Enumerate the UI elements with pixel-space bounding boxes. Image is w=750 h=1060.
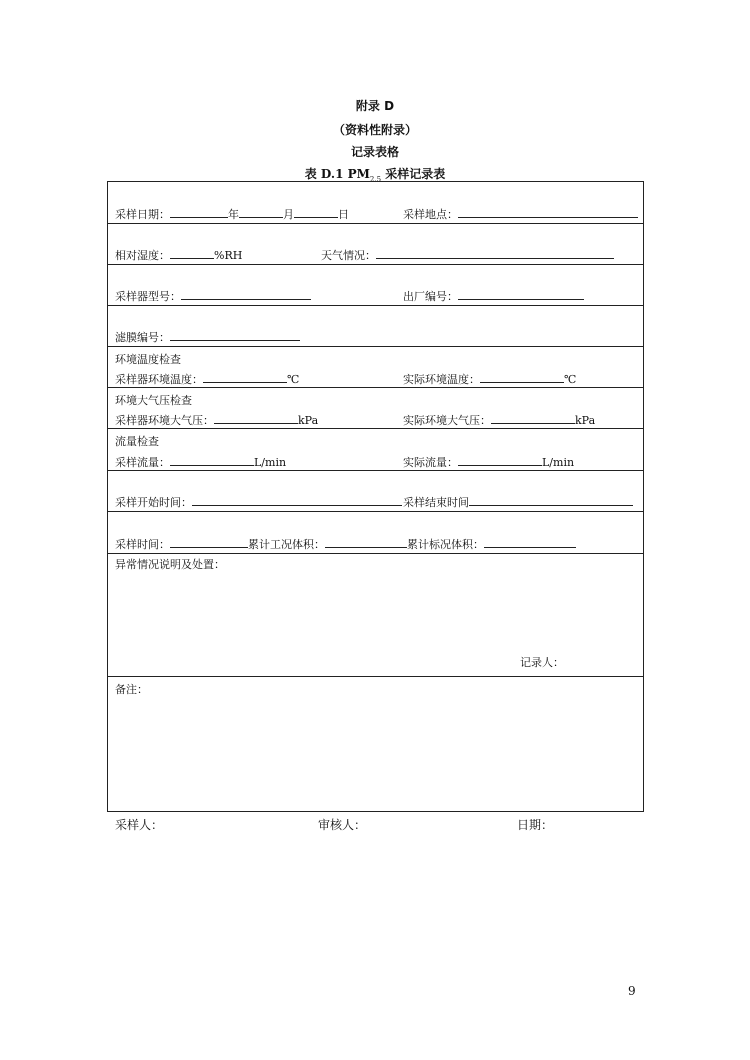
sampling-location-label: 采样地点： — [403, 208, 458, 221]
sampling-duration-blank[interactable] — [170, 537, 248, 548]
filter-blank[interactable] — [170, 330, 300, 341]
row-temperature-check — [108, 346, 643, 388]
section-title: 记录表格 — [350, 145, 399, 159]
serial-blank[interactable] — [458, 289, 584, 300]
sampler-temp-unit: ℃ — [287, 373, 300, 386]
sampling-record-table — [107, 181, 644, 812]
sampling-date-field[interactable] — [115, 207, 349, 221]
day-label: 日 — [338, 208, 349, 221]
sampling-date-label: 采样日期： — [115, 208, 170, 221]
page-number: 9 — [628, 984, 636, 998]
sampling-flow-unit: L/min — [254, 456, 287, 469]
sampling-duration-label: 采样时间： — [115, 538, 170, 551]
pressure-check-title: 环境大气压检查 — [115, 394, 192, 407]
sampler-model-label: 采样器型号： — [115, 290, 181, 303]
serial-label: 出厂编号： — [403, 290, 458, 303]
actual-temp-unit: ℃ — [564, 373, 577, 386]
sampling-location-blank[interactable] — [458, 207, 638, 218]
end-time-blank[interactable] — [469, 495, 633, 506]
sampler-temp-field[interactable] — [115, 372, 299, 386]
weather-label: 天气情况： — [321, 249, 376, 262]
working-volume-label: 累计工况体积： — [248, 538, 325, 551]
start-time-blank[interactable] — [192, 495, 402, 506]
abnormal-label: 异常情况说明及处置： — [115, 558, 225, 571]
humidity-blank[interactable] — [170, 248, 214, 259]
weather-field[interactable] — [321, 248, 614, 262]
sampler-pressure-field[interactable] — [115, 413, 318, 427]
sampling-flow-label: 采样流量： — [115, 456, 170, 469]
appendix-nature: （资料性附录） — [332, 123, 417, 137]
standard-volume-blank[interactable] — [484, 537, 576, 548]
table-title-prefix: 表 D.1 PM — [304, 167, 370, 181]
end-time-field[interactable] — [403, 495, 633, 509]
actual-temp-field[interactable] — [403, 372, 576, 386]
actual-pressure-blank[interactable] — [491, 413, 575, 424]
actual-temp-blank[interactable] — [480, 372, 564, 383]
actual-pressure-label: 实际环境大气压： — [403, 414, 491, 427]
table-title-suffix: 采样记录表 — [381, 167, 446, 181]
sampler-model-blank[interactable] — [181, 289, 311, 300]
sampler-temp-label: 采样器环境温度： — [115, 373, 203, 386]
actual-temp-label: 实际环境温度： — [403, 373, 480, 386]
actual-flow-field[interactable] — [403, 455, 574, 469]
row-sampler-model — [108, 264, 643, 306]
day-blank[interactable] — [294, 207, 338, 218]
month-blank[interactable] — [239, 207, 283, 218]
row-humidity-weather — [108, 223, 643, 265]
filter-label: 滤膜编号： — [115, 331, 170, 344]
end-time-label: 采样结束时间 — [403, 496, 469, 509]
sampler-model-field[interactable] — [115, 289, 311, 303]
sampler-pressure-label: 采样器环境大气压： — [115, 414, 214, 427]
temp-check-title: 环境温度检查 — [115, 353, 181, 366]
actual-flow-label: 实际流量： — [403, 456, 458, 469]
row-filter — [108, 305, 643, 347]
weather-blank[interactable] — [376, 248, 614, 259]
year-label: 年 — [228, 208, 239, 221]
recorder-label: 记录人： — [520, 656, 564, 669]
month-label: 月 — [283, 208, 294, 221]
footer-sampler-label: 采样人： — [115, 818, 164, 832]
working-volume-blank[interactable] — [325, 537, 407, 548]
standard-volume-label: 累计标况体积： — [407, 538, 484, 551]
footer-reviewer-label: 审核人： — [318, 818, 367, 832]
row-pressure-check — [108, 387, 643, 429]
sampling-location-field[interactable] — [403, 207, 638, 221]
humidity-label: 相对湿度： — [115, 249, 170, 262]
filter-field[interactable] — [115, 330, 300, 344]
actual-pressure-field[interactable] — [403, 413, 595, 427]
duration-volume-fields[interactable] — [115, 537, 576, 551]
sampling-flow-blank[interactable] — [170, 455, 254, 466]
row-remarks — [108, 676, 643, 812]
actual-pressure-unit: kPa — [575, 414, 596, 427]
row-date-location — [108, 182, 643, 223]
sampling-flow-field[interactable] — [115, 455, 286, 469]
start-time-label: 采样开始时间： — [115, 496, 192, 509]
actual-flow-blank[interactable] — [458, 455, 542, 466]
footer-date-label: 日期： — [517, 818, 554, 832]
appendix-heading: 附录 D — [355, 99, 395, 113]
start-time-field[interactable] — [115, 495, 402, 509]
row-flow-check — [108, 428, 643, 471]
remarks-label: 备注： — [115, 683, 148, 696]
table-title-subscript: 2.5 — [369, 175, 382, 184]
row-start-end-time — [108, 470, 643, 512]
sampler-pressure-unit: kPa — [298, 414, 319, 427]
actual-flow-unit: L/min — [542, 456, 575, 469]
humidity-field[interactable] — [115, 248, 242, 262]
flow-check-title: 流量检查 — [115, 435, 159, 448]
row-duration-volume — [108, 511, 643, 554]
humidity-unit: %RH — [214, 249, 243, 262]
year-blank[interactable] — [170, 207, 228, 218]
serial-field[interactable] — [403, 289, 584, 303]
sampler-pressure-blank[interactable] — [214, 413, 298, 424]
row-abnormal — [108, 553, 643, 677]
sampler-temp-blank[interactable] — [203, 372, 287, 383]
